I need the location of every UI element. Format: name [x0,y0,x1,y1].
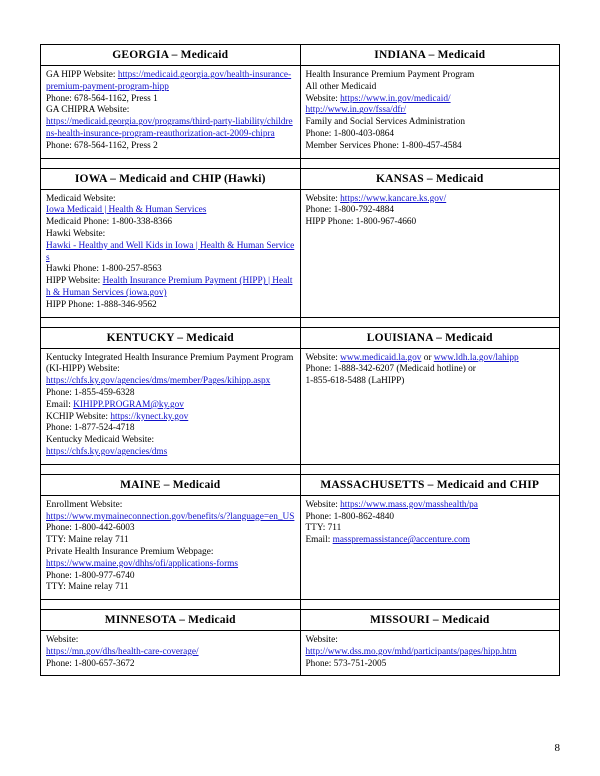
row-spacer [41,158,560,168]
contact-line: Phone: 678-564-1162, Press 2 [46,140,158,151]
contact-line: Health Insurance Premium Payment Program [305,70,475,80]
contact-line [306,194,555,206]
contact-block-indiana [301,66,560,158]
contact-line [46,400,295,412]
contact-block-massachusetts [301,496,560,552]
table-row [41,66,560,159]
table-row [41,189,560,317]
email-link[interactable]: masspremassistance@accenture.com [332,535,470,546]
website-link[interactable]: https://www.maine.gov/dhhs/ofi/applications-forms [46,558,239,569]
state-name-louisiana: LOUISIANA – Medicaid [366,331,493,344]
row-spacer [41,600,560,610]
state-name-massachusetts: MASSACHUSETTS – Medicaid and CHIP [320,478,540,491]
line-label: KCHIP Website: [46,411,111,422]
contact-block-missouri [301,631,560,675]
contact-line: Phone: 1-800-977-6740 [46,570,135,581]
contact-line [46,647,295,659]
state-header-cell-georgia [41,45,301,66]
contact-line: Kentucky Integrated Health Insurance Premium Payment Program (KI-HIPP) Website: [46,352,294,375]
state-header-cell-louisiana [300,327,560,348]
contact-line: Hawki Website: [46,228,106,239]
contact-line: Medicaid Phone: 1-800-338-8366 [46,217,173,228]
contact-line: HIPP Phone: 1-888-346-9562 [46,299,157,310]
contact-line [46,447,295,459]
row-spacer [41,317,560,327]
contact-line [306,535,555,547]
website-link[interactable]: https://chfs.ky.gov/agencies/dms [46,446,168,457]
website-link[interactable]: Health Insurance Premium Payment (HIPP) | Health & Human Services (iowa.gov) [46,276,293,298]
state-name-kansas: KANSAS – Medicaid [375,172,484,185]
contact-line: TTY: Maine relay 711 [46,535,129,546]
state-header-cell-maine [41,474,301,495]
website-link[interactable]: Hawki - Healthy and Well Kids in Iowa | Health & Human Services [46,240,295,263]
line-label: GA HIPP Website: [46,70,118,80]
contact-line: Phone: 1-800-792-4884 [305,205,395,216]
contact-line: All other Medicaid [305,81,377,92]
contact-line: Phone: 1-855-459-6328 [46,387,135,398]
email-link[interactable]: KIHIPP.PROGRAM@ky.gov [73,399,184,410]
contact-line [46,205,295,217]
website-link[interactable]: http://www.dss.mo.gov/mhd/participants/pages/hipp.htm [305,646,517,657]
state-detail-cell-minnesota [41,631,301,676]
state-detail-cell-kansas [300,189,560,317]
contact-line: 1-855-618-5488 (LaHIPP) [305,376,405,387]
contact-line: Member Services Phone: 1-800-457-4584 [305,140,462,151]
contact-line: Family and Social Services Administration [305,117,466,128]
website-link[interactable]: https://www.in.gov/medicaid/ [340,93,451,104]
contact-line: Phone: 1-888-342-6207 (Medicaid hotline) or [305,364,476,375]
state-detail-cell-indiana [300,66,560,159]
contact-block-georgia [41,66,300,158]
state-name-minnesota: MINNESOTA – Medicaid [104,614,236,627]
website-link[interactable]: http://www.in.gov/fssa/dfr/ [305,105,407,116]
contact-line: TTY: Maine relay 711 [46,582,129,593]
state-name-missouri: MISSOURI – Medicaid [370,614,490,627]
table-row [41,631,560,676]
website-link[interactable]: https://medicaid.georgia.gov/programs/third-party-liability/childrens-health-insurance-program-reauthorization-act-2009-chipra [46,117,293,139]
state-name-indiana: INDIANA – Medicaid [374,49,486,61]
contact-line: Kentucky Medicaid Website: [46,435,155,446]
row-spacer [41,464,560,474]
contact-line [306,94,555,106]
state-detail-cell-iowa [41,189,301,317]
table-body [41,45,560,676]
contact-line [46,559,295,571]
website-link[interactable]: https://www.kancare.ks.gov/ [340,193,447,204]
state-header-cell-missouri [300,610,560,631]
line-label: Website: [305,93,341,104]
state-header-cell-indiana [300,45,560,66]
contact-block-iowa [41,190,300,317]
contact-line [306,500,555,512]
contact-line [46,376,295,388]
contact-line: Phone: 1-800-657-3672 [46,658,135,669]
contact-line: Enrollment Website: [46,499,123,510]
website-link[interactable]: www.medicaid.la.gov [340,352,422,363]
contact-line [46,512,295,524]
contact-block-minnesota [41,631,300,675]
contact-line: Phone: 678-564-1162, Press 1 [46,93,158,104]
table-row [41,495,560,599]
state-header-cell-massachusetts [300,474,560,495]
table-header-row [41,474,560,495]
table-row [41,348,560,464]
website-link[interactable]: https://kynect.ky.gov [110,411,189,422]
state-detail-cell-kentucky [41,348,301,464]
contact-line [306,353,555,365]
line-label: Email: [305,535,333,546]
contact-line: Website: [305,635,338,646]
table-header-row [41,610,560,631]
contact-line: Phone: 1-800-862-4840 [305,511,395,522]
state-contacts-table [40,44,560,676]
contact-line [46,241,295,265]
contact-block-louisiana [301,349,560,393]
contact-block-kansas [301,190,560,234]
contact-line: GA CHIPRA Website: [46,105,130,116]
contact-line [46,117,295,141]
state-detail-cell-missouri [300,631,560,676]
website-link[interactable]: https://www.mymaineconnection.gov/benefits/s/?language=en_US [46,511,295,522]
state-name-kentucky: KENTUCKY – Medicaid [106,331,234,344]
state-name-maine: MAINE – Medicaid [120,478,221,491]
contact-line: Phone: 1-800-442-6003 [46,523,135,534]
state-name-georgia: GEORGIA – Medicaid [112,49,229,61]
website-link[interactable]: Iowa Medicaid | Health & Human Services [46,205,207,216]
state-detail-cell-maine [41,495,301,599]
website-link[interactable]: https://medicaid.georgia.gov/health-insurance-premium-payment-program-hipp [46,70,292,92]
table-header-row [41,168,560,189]
state-header-cell-iowa [41,168,301,189]
website-link-secondary[interactable]: www.ldh.la.gov/lahipp [433,352,519,363]
contact-line [46,276,295,300]
contact-line: Private Health Insurance Premium Webpage: [46,546,214,557]
contact-block-maine [41,496,300,599]
contact-line: HIPP Phone: 1-800-967-4660 [305,217,417,228]
contact-block-kentucky [41,349,300,464]
table-header-row [41,45,560,66]
state-detail-cell-massachusetts [300,495,560,599]
website-link[interactable]: https://chfs.ky.gov/agencies/dms/member/Pages/kihipp.aspx [46,376,271,387]
line-label: Website: [305,352,341,363]
contact-line: Phone: 573-751-2005 [305,658,387,669]
state-header-cell-kansas [300,168,560,189]
contact-line: Phone: 1-800-403-0864 [305,128,395,139]
table-header-row [41,327,560,348]
state-detail-cell-georgia [41,66,301,159]
state-detail-cell-louisiana [300,348,560,464]
state-name-iowa: IOWA – Medicaid and CHIP (Hawki) [74,172,266,185]
contact-line: Hawki Phone: 1-800-257-8563 [46,264,162,275]
line-conjunction: or [421,352,434,363]
page-number: 8 [554,742,560,754]
website-link[interactable]: https://www.mass.gov/masshealth/pa [340,499,478,510]
contact-line [306,105,555,117]
contact-line: Phone: 1-877-524-4718 [46,423,135,434]
contact-line: Medicaid Website: [46,193,116,204]
line-label: Website: [305,499,341,510]
website-link[interactable]: https://mn.gov/dhs/health-care-coverage/ [46,646,199,657]
contact-line [46,70,295,94]
contact-line [306,647,555,659]
line-label: HIPP Website: [46,276,103,287]
state-header-cell-minnesota [41,610,301,631]
line-label: Website: [305,193,341,204]
contact-line: TTY: 711 [305,523,342,534]
contact-line [46,412,295,424]
state-header-cell-kentucky [41,327,301,348]
line-label: Email: [46,399,74,410]
contact-line: Website: [46,635,79,646]
